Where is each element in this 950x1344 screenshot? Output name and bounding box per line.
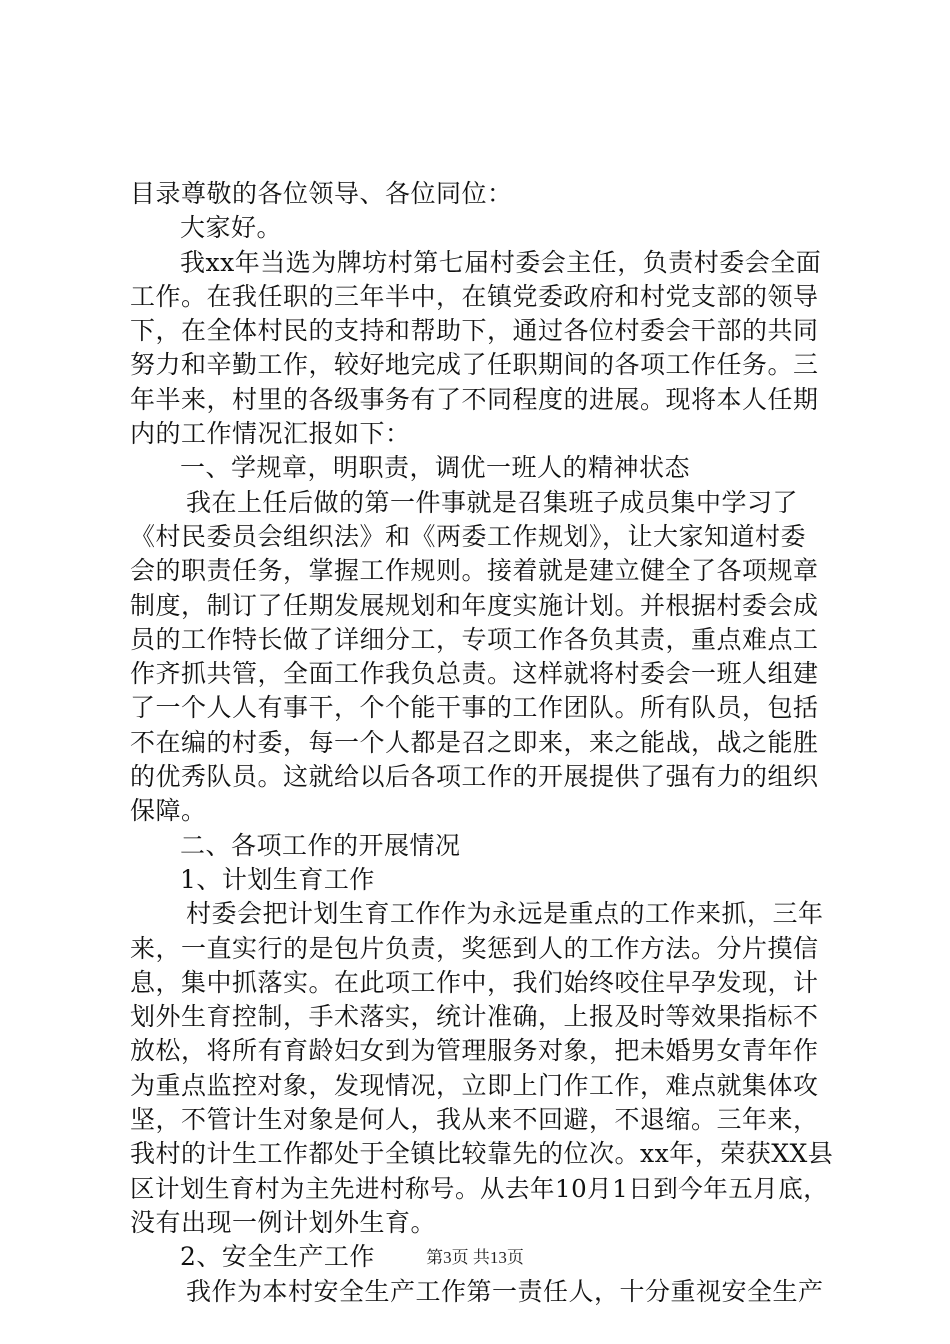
paragraph-line: 划外生育控制，手术落实，统计准确，上报及时等效果指标不 [130,1002,819,1032]
paragraph-line: 没有出现一例计划外生育。 [130,1207,437,1237]
paragraph-line: 作齐抓共管，全面工作我负总责。这样就将村委会一班人组建 [130,659,819,689]
paragraph-line: 员的工作特长做了详细分工，专项工作各负其责，重点难点工 [130,624,819,654]
paragraph-line: 我xx年当选为牌坊村第七届村委会主任，负责村委会全面 [180,247,822,277]
paragraph-line: 我在上任后做的第一件事就是召集班子成员集中学习了 [186,487,799,517]
paragraph-line: 会的职责任务，掌握工作规则。接着就是建立健全了各项规章 [130,556,819,586]
paragraph-line: 息，集中抓落实。在此项工作中，我们始终咬住早孕发现，计 [130,967,819,997]
paragraph-line: 为重点监控对象，发现情况，立即上门作工作，难点就集体攻 [130,1070,819,1100]
paragraph-line: 了一个人人有事干，个个能干事的工作团队。所有队员，包括 [130,693,819,723]
paragraph-line: 努力和辛勤工作，较好地完成了任职期间的各项工作任务。三 [130,350,819,380]
paragraph-line: 来，一直实行的是包片负责，奖惩到人的工作方法。分片摸信 [130,933,819,963]
paragraph-line: 1、计划生育工作 [180,864,375,894]
paragraph-line: 工作。在我任职的三年半中，在镇党委政府和村党支部的领导 [130,281,819,311]
paragraph-line: 村委会把计划生育工作作为永远是重点的工作来抓，三年 [186,899,824,929]
paragraph-line: 《村民委员会组织法》和《两委工作规划》，让大家知道村委 [130,521,807,551]
paragraph-line: 的优秀队员。这就给以后各项工作的开展提供了强有力的组织 [130,762,819,792]
paragraph-line: 区计划生育村为主先进村称号。从去年10月1日到今年五月底， [130,1173,829,1203]
document-body [130,177,835,1309]
paragraph-line: 我村的计生工作都处于全镇比较靠先的位次。xx年，荣获XX县 [130,1139,834,1169]
paragraph-line: 我作为本村安全生产工作第一责任人，十分重视安全生产 [186,1276,824,1306]
paragraph-line: 放松，将所有育龄妇女到为管理服务对象，把未婚男女青年作 [130,1036,819,1066]
paragraph-line: 不在编的村委，每一个人都是召之即来，来之能战，战之能胜 [130,727,819,757]
paragraph-line: 一、学规章，明职责，调优一班人的精神状态 [180,453,691,483]
paragraph-line: 坚，不管计生对象是何人，我从来不回避，不退缩。三年来， [130,1105,819,1135]
paragraph-line: 内的工作情况汇报如下： [130,419,411,449]
paragraph-line: 2、安全生产工作 [180,1242,375,1272]
paragraph-line: 制度，制订了任期发展规划和年度实施计划。并根据村委会成 [130,590,819,620]
paragraph-line: 目录尊敬的各位领导、各位同位： [130,179,513,208]
page-footer: 第3页 共13页 [426,1248,524,1267]
paragraph-line: 下，在全体村民的支持和帮助下，通过各位村委会干部的共同 [130,316,819,346]
paragraph-line: 二、各项工作的开展情况 [180,830,461,860]
paragraph-line: 年半来，村里的各级事务有了不同程度的进展。现将本人任期 [130,384,819,414]
paragraph-line: 保障。 [130,796,207,826]
paragraph-line: 大家好。 [180,213,283,243]
